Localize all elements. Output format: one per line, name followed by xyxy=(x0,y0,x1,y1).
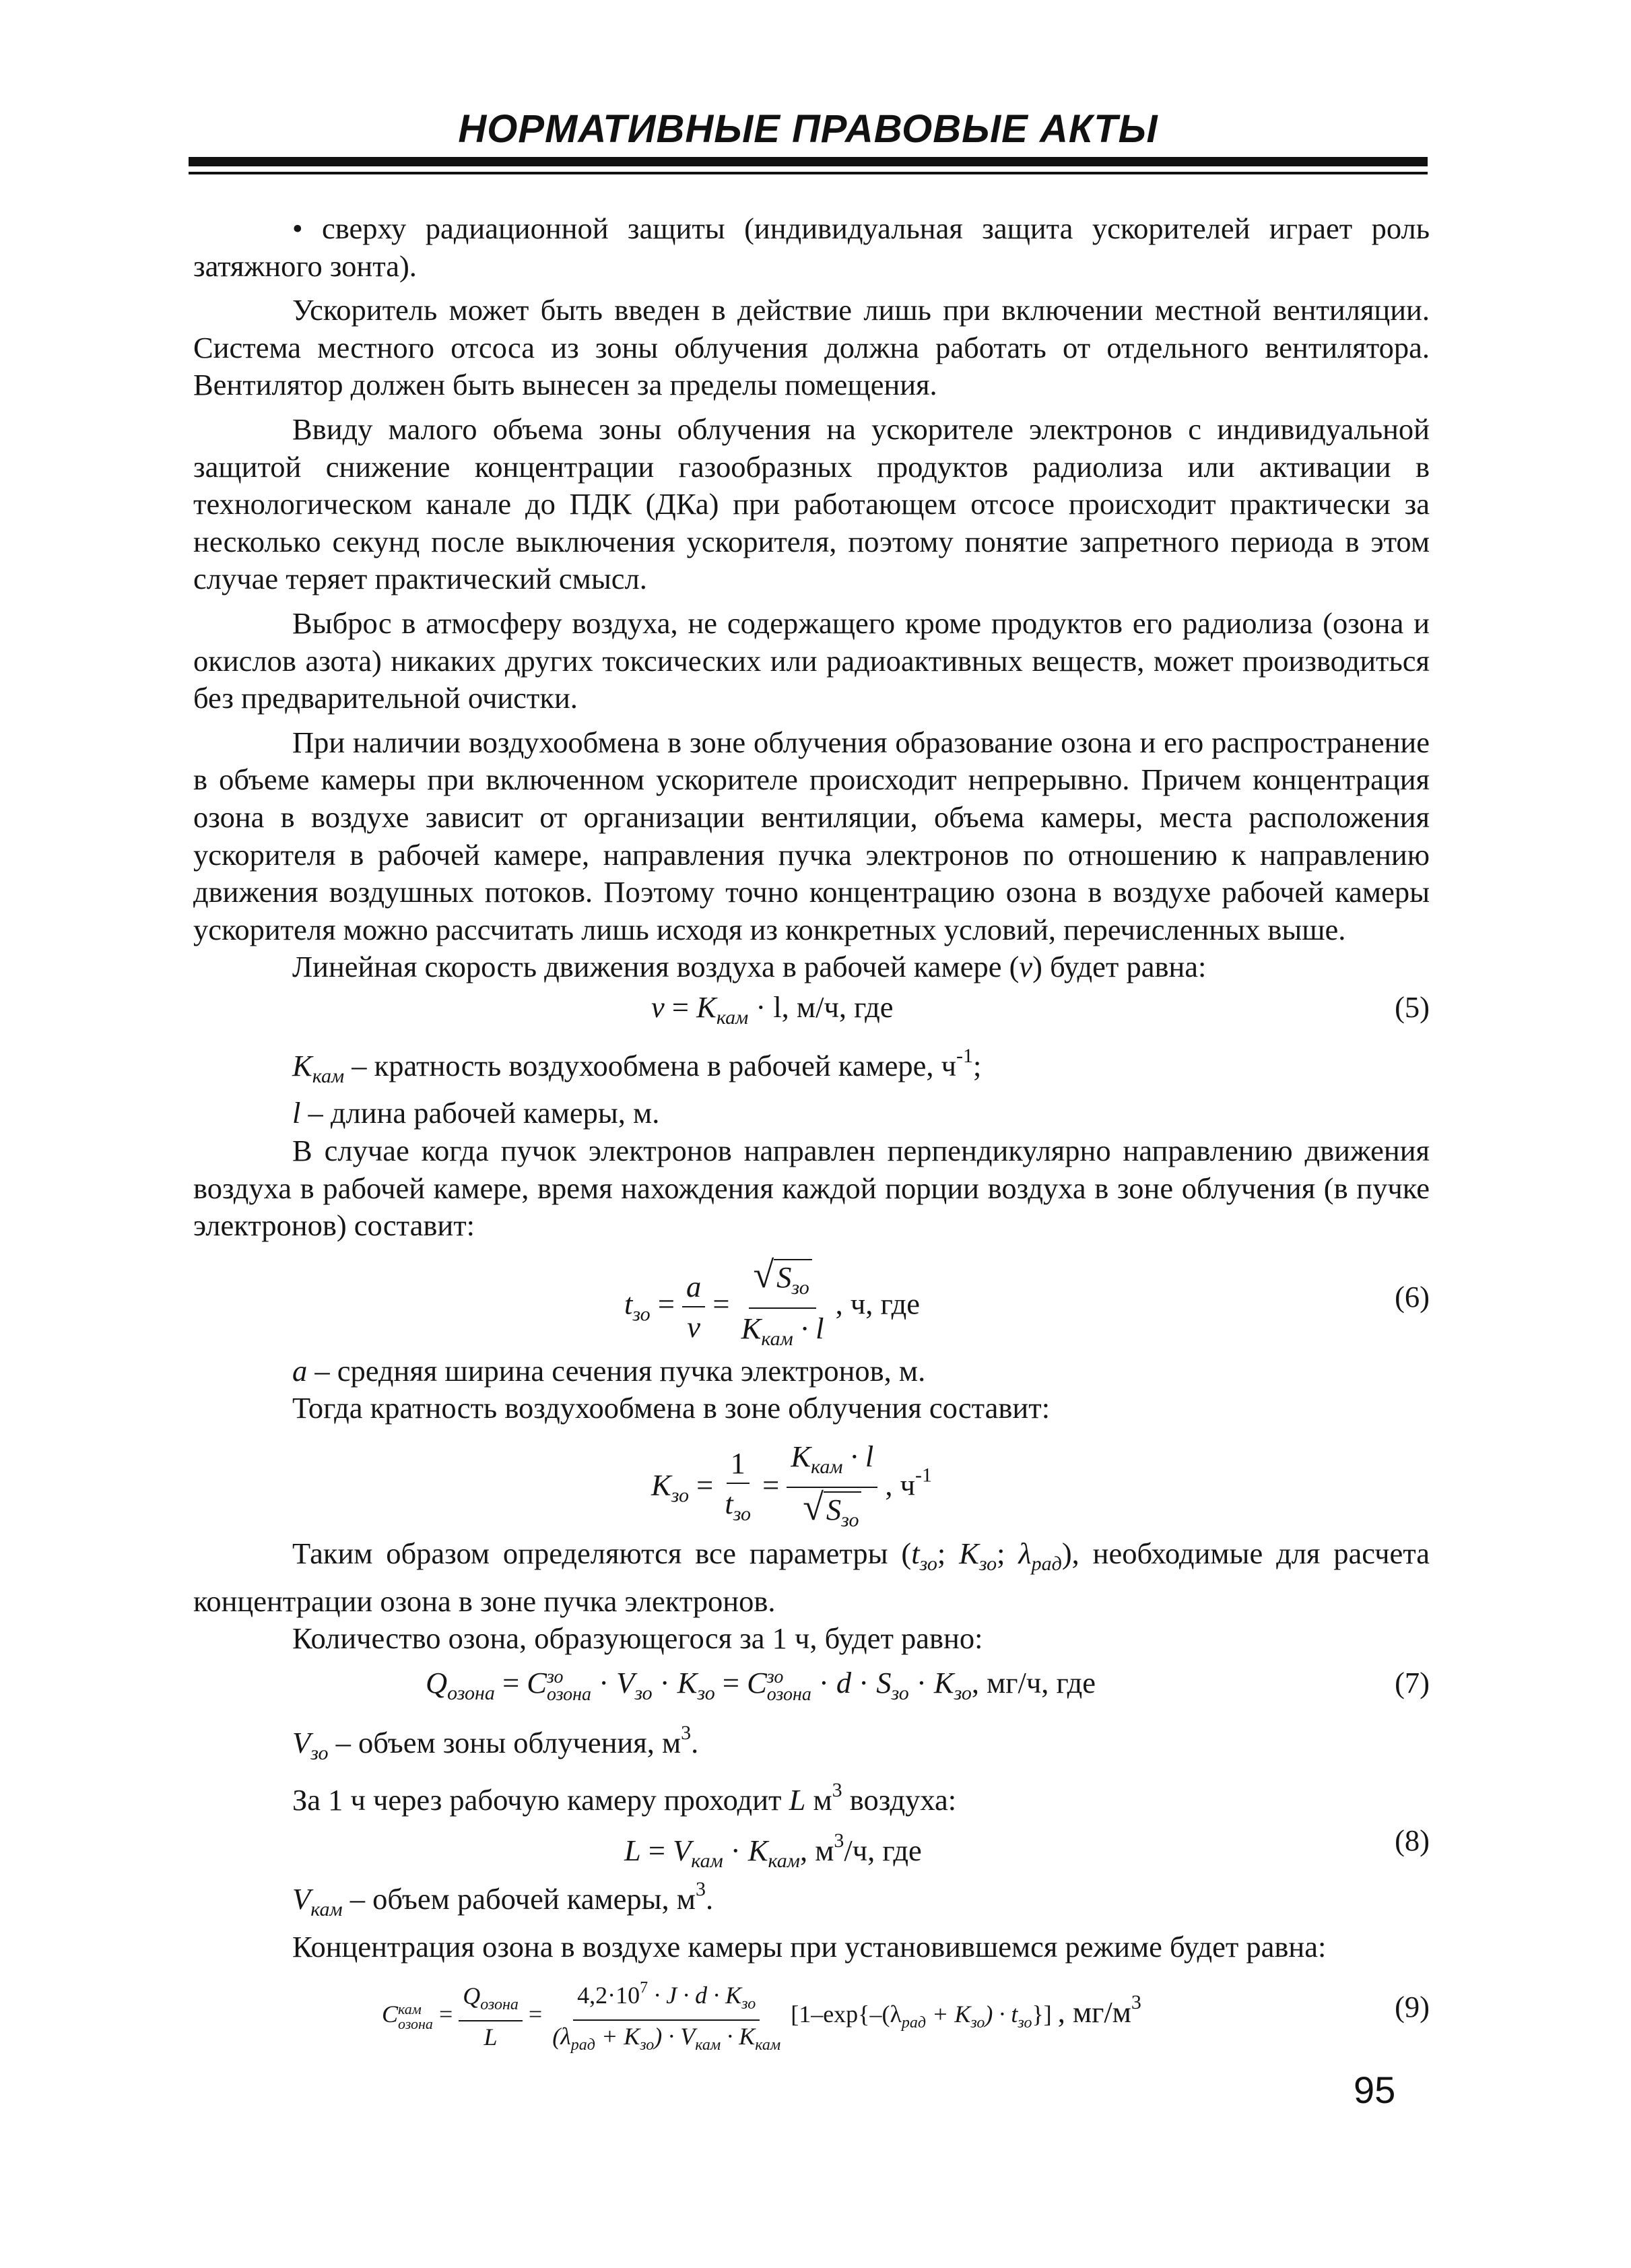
definition: $V_{кам}$ – объем рабочей камеры, $м^3$. xyxy=(292,1878,714,1920)
formula-kzo: $K_{зо}$ = $\frac{1}{t_{зо}}$ = $\frac{K_{кам} \cdot l}{√S_{зо}}$ , $ч^{-1}$ xyxy=(193,1434,1430,1528)
formula-number: (5) xyxy=(1395,990,1430,1024)
paragraph: Тогда кратность воздухообмена в зоне облучения составит: xyxy=(292,1391,1051,1425)
paragraph: Выброс в атмосферу воздуха, не содержащего кроме продуктов его радиолиза (озона и окислов азота) никаких других токсических или радиоактивных веществ, может производиться без предварительной очистки. xyxy=(193,606,1430,715)
definition: $K_{кам}$ – кратность воздухообмена в рабочей камере, $ч^{-1}$; xyxy=(292,1044,982,1087)
formula-8: $L = V_{кам} \cdot K_{кам}$, $м^3/ч$, где (8) xyxy=(624,1823,1430,1872)
formula-5: $v = K_{кам} \cdot l$, м/ч, где (5) xyxy=(651,990,1430,1029)
paragraph: Концентрация озона в воздухе камеры при установившемся режиме будет равна: xyxy=(292,1929,1327,1964)
definition: l – длина рабочей камеры, м. xyxy=(292,1096,660,1130)
body-text xyxy=(193,210,1430,2060)
definition: a – средняя ширина сечения пучка электронов, м. xyxy=(292,1353,926,1388)
paragraph: Количество озона, образующегося за 1 ч, будет равно: xyxy=(292,1621,983,1656)
paragraph: • сверху радиационной защиты (индивидуальная защита ускорителей играет роль затяжного зонта). xyxy=(193,212,1430,283)
formula-number: (9) xyxy=(1395,1990,1430,2024)
formula-7: $Q_{озона} = C$ зо озона · $V_{зо} \cdot K_{зо} = C$ зо озона · $d \cdot S_{зо} \cdot K_{зо}$, мг/ч, где (7) xyxy=(426,1665,1430,1705)
header-rule-thick xyxy=(189,157,1428,166)
definition: $V_{зо}$ – объем зоны облучения, $м^3$. xyxy=(292,1721,699,1764)
formula-number: (7) xyxy=(1395,1665,1430,1699)
paragraph: Таким образом определяются все параметры ($t_{зо}$; $K_{зо}$; $\lambda_{рад}$), необходимые для расчета концентрации озона в зоне пучка электронов. xyxy=(193,1536,1430,1618)
paragraph: Линейная скорость движения воздуха в рабочей камере (v) будет равна: xyxy=(292,950,1207,984)
formula-9: C кам озона = $\frac{Q_{озона}}{L}$ = $\frac{4,2\cdot 10^7 \cdot J \cdot d \cdot K_{зо}}{(\lambda_{рад} + K_{зо}) \cdot V_{кам} \cdot K_{кам}}$ $[1-\exp\{-(\lambda_{рад} + K_{зо}) \cdot t_{зо}\}]$ , $мг/м^3$ (9) xyxy=(193,1972,1430,2053)
paragraph: В случае когда пучок электронов направлен перпендикулярно направлению движения воздуха в рабочей камере, время нахождения каждой порции воздуха в зоне облучения (в пучке электронов) составит: xyxy=(193,1134,1430,1243)
formula-6: $t_{зо}$ = $\frac{a}{v}$ = $\frac{√S_{зо}}{K_{кам} \cdot l}$ , ч, где (6) xyxy=(624,1254,1430,1350)
paragraph: За 1 ч через рабочую камеру проходит L $м^3$ воздуха: xyxy=(292,1779,957,1817)
paragraph: Ускоритель может быть введен в действие лишь при включении местной вентиляции. Система местного отсоса из зоны облучения должна работать от отдельного вентилятора. Вентилятор должен быть вынесен за пределы помещения. xyxy=(193,293,1430,402)
page-number: 95 xyxy=(1354,2069,1396,2111)
paragraph: При наличии воздухообмена в зоне облучения образование озона и его распространение в объеме камеры при включенном ускорителе происходит непрерывно. Причем концентрация озона в воздухе зависит от организации вентиляции, объема камеры, места расположения ускорителя в рабочей камере, направления пучка электронов по отношению к направлению движения воздушных потоков. Поэтому точно концентрацию озона в воздухе рабочей камеры ускорителя можно рассчитать лишь исходя из конкретных условий, перечисленных выше. xyxy=(193,725,1430,946)
formula-number: (6) xyxy=(1395,1279,1430,1314)
paragraph: Ввиду малого объема зоны облучения на ускорителе электронов с индивидуальной защитой снижение концентрации газообразных продуктов радиолиза или активации в технологическом канале до ПДК (ДКа) при работающем отсосе происходит практически за несколько секунд после выключения ускорителя, поэтому понятие запретного периода в этом случае теряет практический смысл. xyxy=(193,412,1430,596)
section-header-title: НОРМАТИВНЫЕ ПРАВОВЫЕ АКТЫ xyxy=(458,107,1158,151)
formula-number: (8) xyxy=(1395,1823,1430,1857)
header-rule-thin xyxy=(189,172,1428,174)
